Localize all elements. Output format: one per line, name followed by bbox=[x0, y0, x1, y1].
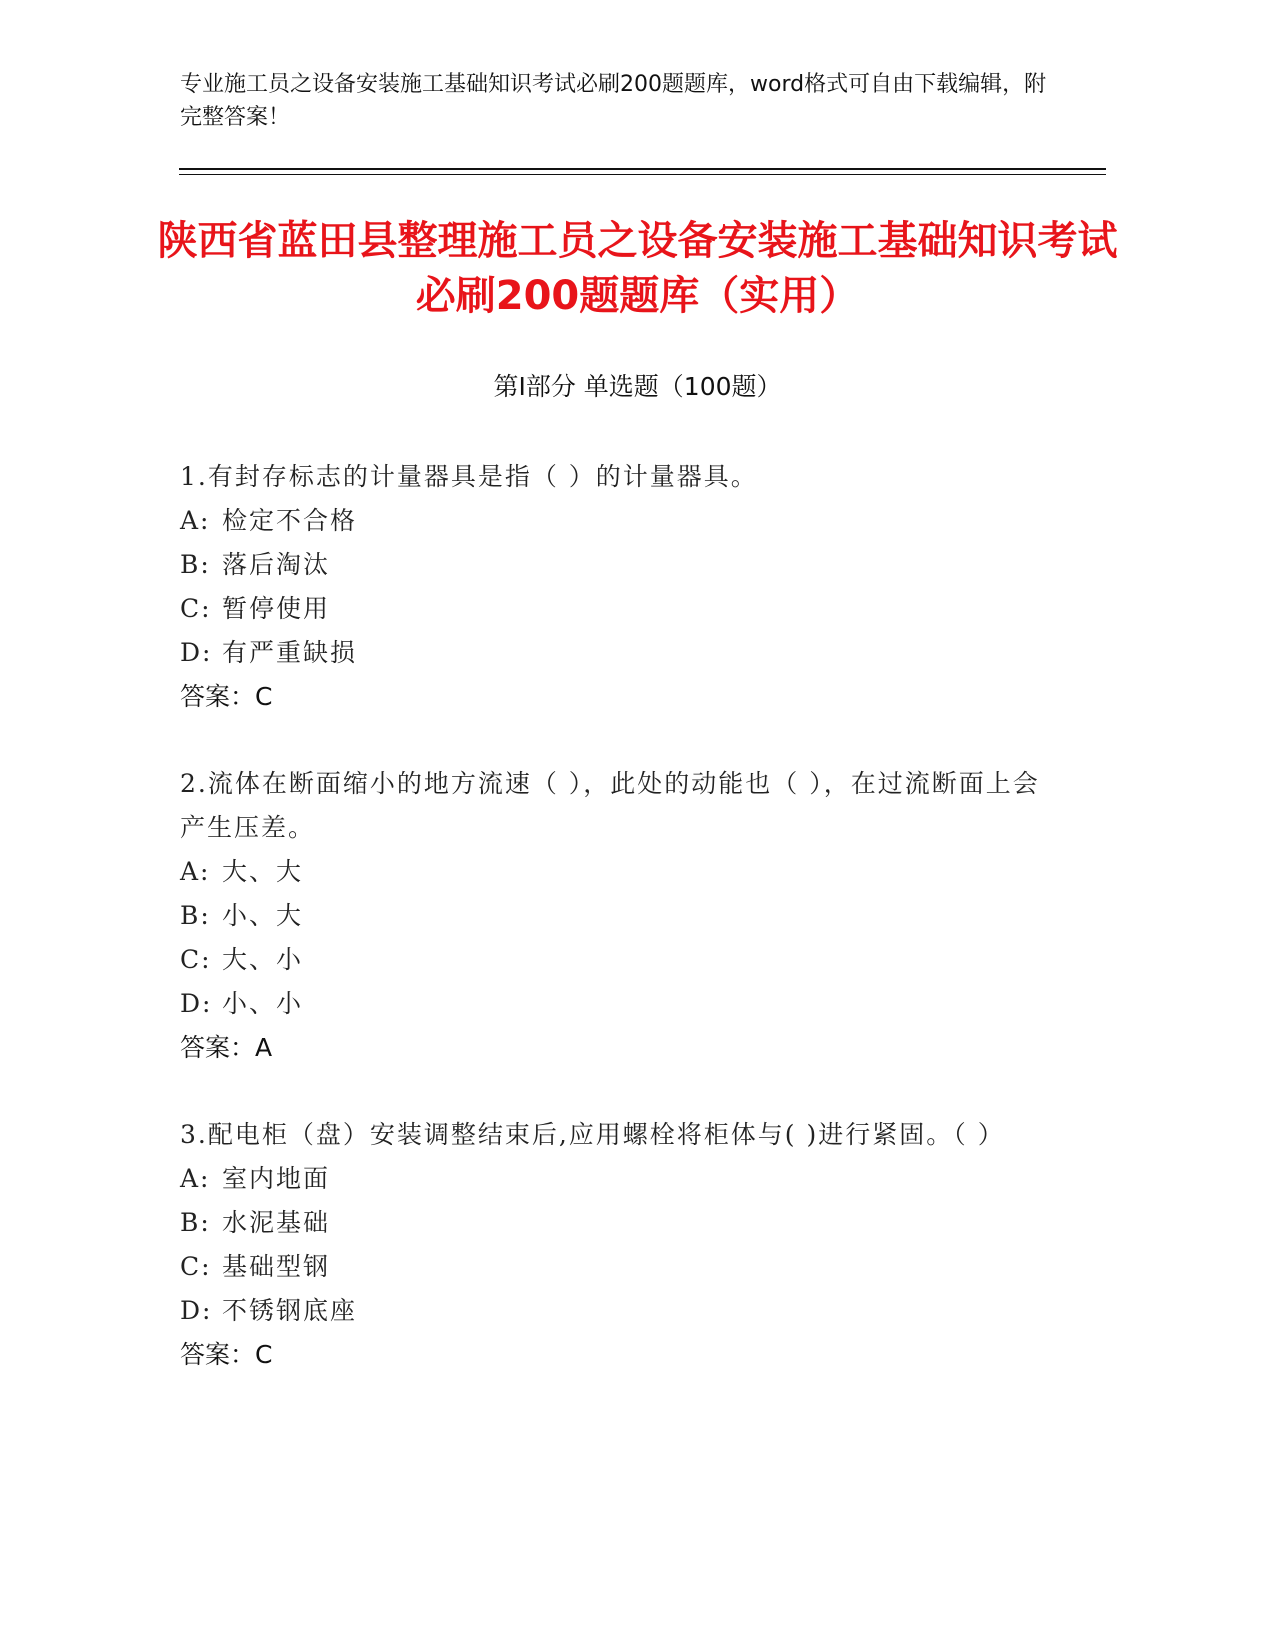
option-a bbox=[180, 499, 1040, 543]
option-label: B: bbox=[180, 901, 211, 930]
option-label: A: bbox=[180, 1164, 211, 1193]
header-rule-thick bbox=[179, 168, 1106, 170]
header-rule-thin bbox=[179, 174, 1106, 175]
option-label: B: bbox=[180, 1208, 211, 1237]
option-b bbox=[180, 894, 1040, 938]
option-text: 室内地面 bbox=[222, 1164, 331, 1193]
option-label: D: bbox=[180, 638, 213, 667]
option-text: 大、大 bbox=[222, 857, 304, 886]
option-b bbox=[180, 1201, 1040, 1245]
question-2 bbox=[180, 762, 1040, 1070]
option-label: C: bbox=[180, 1252, 212, 1281]
option-c bbox=[180, 587, 1040, 631]
option-c bbox=[180, 1245, 1040, 1289]
option-text: 基础型钢 bbox=[222, 1252, 331, 1281]
option-d bbox=[180, 982, 1040, 1026]
question-1 bbox=[180, 455, 1040, 719]
option-text: 暂停使用 bbox=[222, 594, 331, 623]
option-b bbox=[180, 543, 1040, 587]
question-stem: 2.流体在断面缩小的地方流速（ ），此处的动能也（ ），在过流断面上会产生压差。 bbox=[180, 769, 1040, 842]
option-label: D: bbox=[180, 989, 213, 1018]
option-text: 水泥基础 bbox=[222, 1208, 331, 1237]
option-text: 检定不合格 bbox=[222, 506, 358, 535]
option-label: B: bbox=[180, 550, 211, 579]
answer: 答案：C bbox=[180, 682, 273, 711]
option-c bbox=[180, 938, 1040, 982]
option-label: C: bbox=[180, 945, 212, 974]
answer: 答案：C bbox=[180, 1340, 273, 1369]
option-label: A: bbox=[180, 506, 211, 535]
option-a bbox=[180, 850, 1040, 894]
document-title: 陕西省蓝田县整理施工员之设备安装施工基础知识考试必刷200题题库（实用） bbox=[157, 218, 1118, 319]
option-text: 有严重缺损 bbox=[222, 638, 358, 667]
question-3 bbox=[180, 1113, 1040, 1377]
section-title: 第Ⅰ部分 单选题（100题） bbox=[493, 372, 782, 401]
option-text: 不锈钢底座 bbox=[222, 1296, 358, 1325]
option-a bbox=[180, 1157, 1040, 1201]
header-note: 专业施工员之设备安装施工基础知识考试必刷200题题库，word格式可自由下载编辑，附完整答案！ bbox=[180, 72, 1047, 130]
question-stem: 1.有封存标志的计量器具是指（ ）的计量器具。 bbox=[180, 462, 758, 491]
option-label: C: bbox=[180, 594, 212, 623]
option-text: 小、小 bbox=[222, 989, 304, 1018]
option-text: 小、大 bbox=[222, 901, 304, 930]
option-label: D: bbox=[180, 1296, 213, 1325]
question-stem: 3.配电柜（盘）安装调整结束后,应用螺栓将柜体与( )进行紧固。（ ） bbox=[180, 1120, 1005, 1149]
option-d bbox=[180, 631, 1040, 675]
option-d bbox=[180, 1289, 1040, 1333]
option-text: 落后淘汰 bbox=[222, 550, 331, 579]
option-text: 大、小 bbox=[222, 945, 304, 974]
question-list bbox=[180, 455, 1040, 1420]
option-label: A: bbox=[180, 857, 211, 886]
answer: 答案：A bbox=[180, 1033, 273, 1062]
